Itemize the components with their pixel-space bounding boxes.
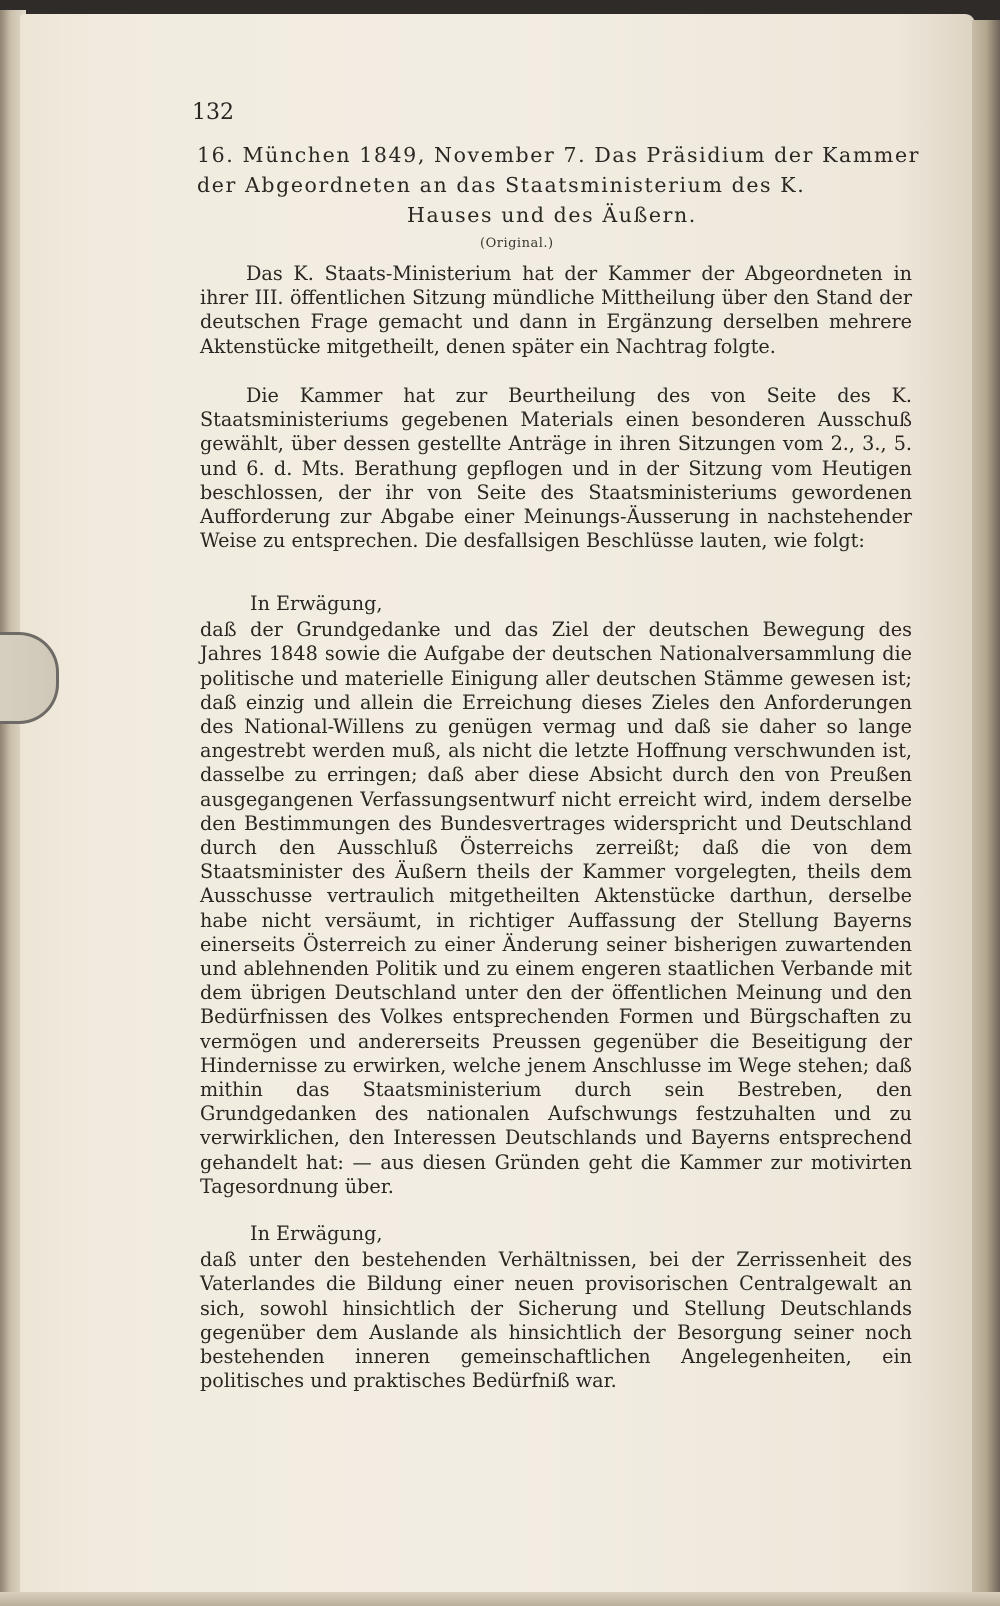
resolution-text: daß der Grundgedanke und das Ziel der deutschen Bewegung des Jahres 1848 sowie die Aufgabe der deutschen Nationalversammlung die politische und materielle Einigung aller deutschen Stämme gewesen ist; daß einzig und allein die Erreichung dieses Zieles den Anforderungen des National-Willens zu genügen vermag und daß sie daher so lange angestrebt werden muß, als nicht die letzte Hoffnung verschwunden ist, dasselbe zu erringen; daß aber diese Absicht durch den von Preußen ausgegangenen Verfassungsentwurf nicht erreicht wird, indem derselbe den Bestimmungen des Bundesvertrages widerspricht und Deutschland durch den Ausschluß Österreichs zerreißt; daß die von dem Staatsminister des Äußern theils der Kammer vorgelegten, theils dem Ausschusse vertraulich mitgetheilten Aktenstücke darthun, derselbe habe nicht versäumt, in richtiger Auffassung der Stellung Bayerns einerseits Österreich zu einer Änderung seiner bisherigen zuwartenden und ablehnenden Politik und zu einem engeren staatlichen Verbande mit dem übrigen Deutschland unter den der öffentlichen Meinung und den Bedürfnissen des Volkes entsprechenden Formen und Bürgschaften zu vermögen und andererseits Preussen gegenüber die Beseitigung der Hindernisse zu erwirken, welche jenem Anschlusse im Wege stehen; daß mithin das Staatsministerium durch sein Bestreben, den Grundgedanken des nationalen Aufschwungs festzuhalten und zu verwirklichen, den Interessen Deutschlands und Bayerns entsprechend gehandelt hat: — aus diesen Gründen geht die Kammer zur motivirten Tagesordnung über. [200, 618, 912, 1198]
resolution-label: In Erwägung, [250, 592, 383, 615]
paragraph-intro [200, 262, 912, 359]
page-stack-right [972, 20, 1000, 1606]
resolution-1 [200, 592, 912, 1199]
heading-line-1: 16. München 1849, November 7. Das Präsidium der Kammer [197, 143, 921, 167]
original-note: (Original.) [480, 236, 554, 251]
paragraph-text: Das K. Staats-Ministerium hat der Kammer der Abgeordneten in ihrer III. öffentlichen Sitzung mündliche Mittheilung über den Stand der deutschen Frage gemacht und dann in Ergänzung derselben mehrere Aktenstücke mitgetheilt, denen später ein Nachtrag folgte. [200, 262, 912, 358]
paragraph-committee [200, 384, 912, 553]
page-stack-bottom [0, 1592, 1000, 1606]
heading-line-2: der Abgeordneten an das Staatsministerium des K. [197, 173, 806, 197]
document-heading [197, 140, 921, 230]
heading-line-3: Hauses und des Äußern. [407, 203, 697, 227]
resolution-text: daß unter den bestehenden Verhältnissen, bei der Zerrissenheit des Vaterlandes die Bildung einer neuen provisorischen Centralgewalt an sich, sowohl hinsichtlich der Sicherung und Stellung Deutschlands gegenüber dem Auslande als hinsichtlich der Besorgung seiner noch bestehenden inneren gemeinschaftlichen Angelegenheiten, ein politisches und praktisches Bedürfniß war. [200, 1248, 912, 1393]
resolution-label: In Erwägung, [250, 1222, 383, 1245]
resolution-2 [200, 1222, 912, 1393]
page-number: 132 [192, 100, 234, 125]
paragraph-text: Die Kammer hat zur Beurtheilung des von Seite des K. Staatsministeriums gegebenen Materials einen besonderen Ausschuß gewählt, über dessen gestellte Anträge in ihren Sitzungen vom 2., 3., 5. und 6. d. Mts. Berathung gepflogen und in der Sitzung vom Heutigen beschlossen, der ihr von Seite des Staatsministeriums gewordenen Aufforderung zur Abgabe einer Meinungs-Äusserung in nachstehender Weise zu entsprechen. Die desfallsigen Beschlüsse lauten, wie folgt: [200, 384, 912, 553]
